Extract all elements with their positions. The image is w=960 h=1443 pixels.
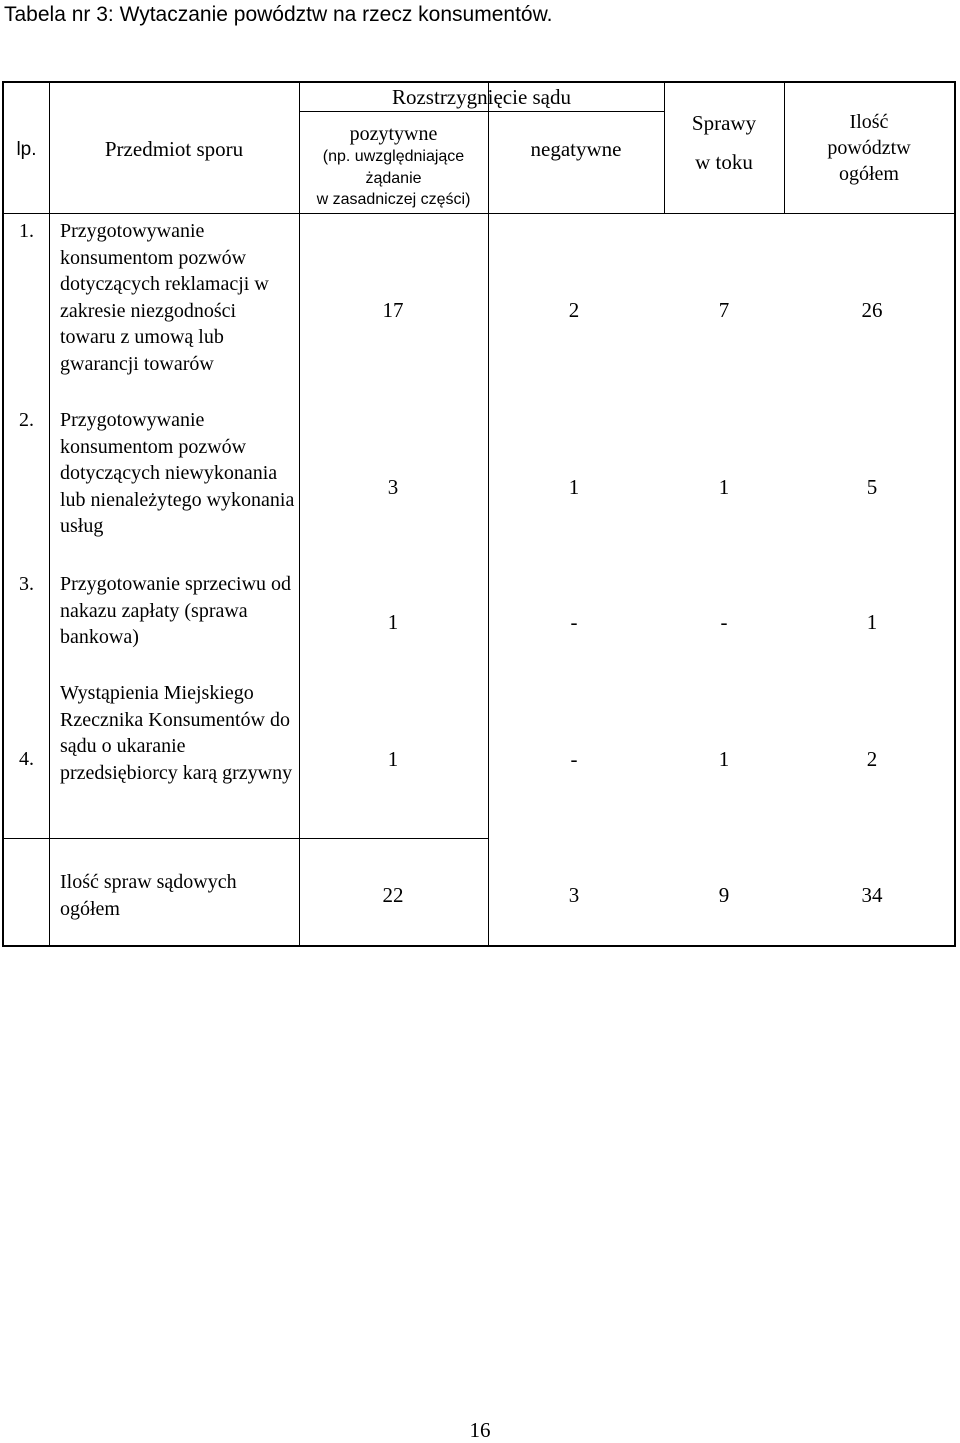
header-total-1: Ilość <box>849 111 889 133</box>
lawsuits-table <box>2 81 956 947</box>
header-positive-note-2: żądanie <box>365 170 422 187</box>
row-2-lp: 2. <box>19 409 34 431</box>
header-negative: negatywne <box>530 137 622 161</box>
row-1-lp: 1. <box>19 220 34 242</box>
page-number: 16 <box>469 1418 491 1442</box>
row-3-total: 1 <box>866 610 878 634</box>
row-3-pending: - <box>720 610 728 634</box>
header-positive-note-3: w zasadniczej części) <box>316 191 471 208</box>
row-2-subject: Przygotowywanie konsumentom pozwów dotyczących niewykonania lub nienależytego wykonania usług <box>60 409 295 537</box>
row-4-total: 2 <box>866 747 878 771</box>
row-1-total: 26 <box>861 298 883 322</box>
header-total-2: powództw <box>827 137 911 159</box>
row-4-positive: 1 <box>387 747 399 771</box>
header-verdict: Rozstrzygnięcie sądu <box>391 85 572 109</box>
summary-pending: 9 <box>718 883 730 907</box>
header-positive: pozytywne <box>349 123 438 145</box>
header-positive-note-1: (np. uwzględniające <box>322 148 465 165</box>
header-subject: Przedmiot sporu <box>104 137 244 161</box>
row-1-negative: 2 <box>568 298 580 322</box>
summary-total: 34 <box>861 883 883 907</box>
row-2-negative: 1 <box>568 475 580 499</box>
row-4-subject: Wystąpienia Miejskiego Rzecznika Konsumentów do sądu o ukaranie przedsiębiorcy karą grzywny <box>60 682 293 784</box>
row-2-total: 5 <box>866 475 878 499</box>
header-pending-2: w toku <box>695 150 753 174</box>
row-2-pending: 1 <box>718 475 730 499</box>
row-4-lp: 4. <box>19 748 34 770</box>
row-1-pending: 7 <box>718 298 730 322</box>
header-total-3: ogółem <box>839 163 899 185</box>
row-3-negative: - <box>570 610 578 634</box>
row-1-subject: Przygotowywanie konsumentom pozwów dotyczących reklamacji w zakresie niezgodności towaru z umową lub gwarancji towarów <box>60 220 269 375</box>
summary-label: Ilość spraw sądowych ogółem <box>60 871 237 920</box>
row-4-negative: - <box>570 747 578 771</box>
row-2-positive: 3 <box>387 475 399 499</box>
row-3-subject: Przygotowanie sprzeciwu od nakazu zapłaty (sprawa bankowa) <box>60 573 292 648</box>
row-3-positive: 1 <box>387 610 399 634</box>
row-1-positive: 17 <box>382 298 404 322</box>
table-title: Tabela nr 3: Wytaczanie powództw na rzecz konsumentów. <box>4 3 553 26</box>
header-pending-1: Sprawy <box>691 111 757 135</box>
summary-negative: 3 <box>568 883 580 907</box>
row-4-pending: 1 <box>718 747 730 771</box>
row-3-lp: 3. <box>19 573 34 595</box>
summary-positive: 22 <box>382 883 404 907</box>
header-lp: lp. <box>16 139 37 160</box>
